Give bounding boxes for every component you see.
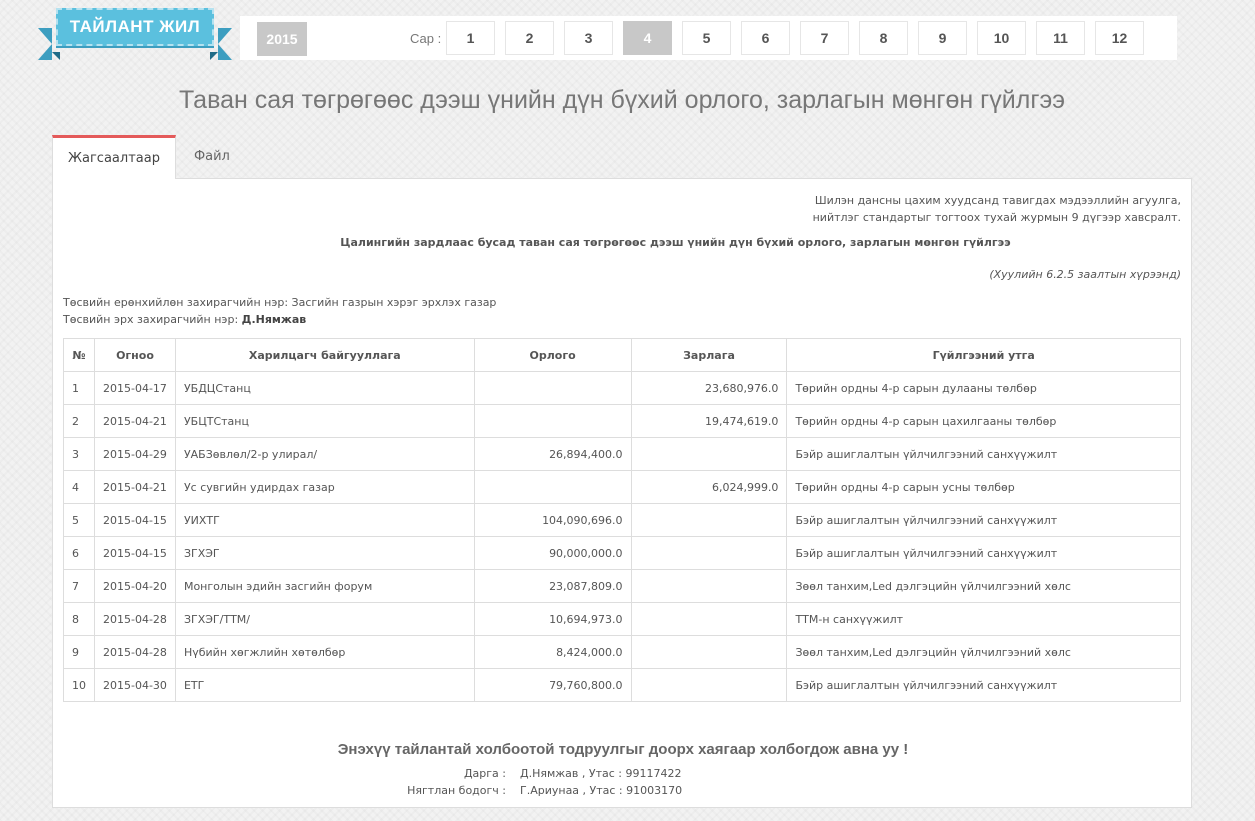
month-button-8[interactable]: 8: [859, 21, 908, 55]
cell-expense: [631, 438, 787, 471]
cell-no: 10: [64, 669, 95, 702]
table-row: [64, 471, 1181, 504]
month-button-11[interactable]: 11: [1036, 21, 1085, 55]
cell-partner: Нүбийн хөгжлийн хөтөлбөр: [175, 636, 474, 669]
month-button-10[interactable]: 10: [977, 21, 1026, 55]
ribbon-tail-left: [38, 28, 52, 60]
contact-director-value: Д.Нямжав , Утас : 99117422: [520, 767, 682, 780]
month-label: Сар :: [410, 31, 442, 46]
contact-accountant: [396, 784, 682, 797]
month-button-2[interactable]: 2: [505, 21, 554, 55]
cell-date: 2015-04-21: [95, 405, 176, 438]
tab-file[interactable]: Файл: [193, 149, 230, 164]
col-header-partner: Харилцагч байгууллага: [175, 339, 474, 372]
budget-manager-name: Д.Нямжав: [241, 313, 307, 326]
month-button-9[interactable]: 9: [918, 21, 967, 55]
cell-date: 2015-04-30: [95, 669, 176, 702]
cell-description: Төрийн ордны 4-р сарын цахилгааны төлбөр: [787, 405, 1181, 438]
table-row: [64, 372, 1181, 405]
cell-income: 79,760,800.0: [474, 669, 631, 702]
report-panel: [52, 178, 1192, 808]
cell-expense: [631, 603, 787, 636]
cell-no: 6: [64, 537, 95, 570]
cell-income: 10,694,973.0: [474, 603, 631, 636]
cell-description: Бэйр ашиглалтын үйлчилгээний санхүүжилт: [787, 504, 1181, 537]
cell-expense: 6,024,999.0: [631, 471, 787, 504]
cell-description: Төрийн ордны 4-р сарын усны төлбөр: [787, 471, 1181, 504]
table-header-row: [64, 339, 1181, 372]
cell-partner: УАБЗөвлөл/2-р улирал/: [175, 438, 474, 471]
col-header-income: Орлого: [474, 339, 631, 372]
contact-accountant-label: Нягтлан бодогч :: [407, 784, 506, 797]
col-header-expense: Зарлага: [631, 339, 787, 372]
cell-partner: ЗГХЭГ: [175, 537, 474, 570]
table-row: [64, 504, 1181, 537]
cell-partner: ЕТГ: [175, 669, 474, 702]
cell-partner: Ус сувгийн удирдах газар: [175, 471, 474, 504]
month-button-4[interactable]: 4: [623, 21, 672, 55]
regulation-note-line1: Шилэн дансны цахим хуудсанд тавигдах мэдээллийн агуулга,: [814, 194, 1181, 207]
regulation-note: [813, 192, 1181, 226]
contact-director: [396, 767, 682, 780]
col-header-description: Гүйлгээний утга: [787, 339, 1181, 372]
cell-no: 4: [64, 471, 95, 504]
table-row: [64, 669, 1181, 702]
cell-partner: УБЦТСтанц: [175, 405, 474, 438]
cell-income: [474, 471, 631, 504]
transactions-table: [63, 338, 1181, 702]
month-button-3[interactable]: 3: [564, 21, 613, 55]
cell-income: 104,090,696.0: [474, 504, 631, 537]
cell-description: Зөөл танхим,Led дэлгэцийн үйлчилгээний хөлс: [787, 570, 1181, 603]
ribbon-fold-right: [210, 52, 218, 60]
cell-expense: [631, 504, 787, 537]
cell-no: 8: [64, 603, 95, 636]
brand-ribbon[interactable]: [38, 6, 238, 60]
view-tabs: [52, 135, 248, 179]
contact-accountant-value: Г.Ариунаа , Утас : 91003170: [520, 784, 683, 797]
ribbon-fold-left: [52, 52, 60, 60]
cell-partner: ЗГХЭГ/ТТМ/: [175, 603, 474, 636]
table-row: [64, 636, 1181, 669]
cell-no: 5: [64, 504, 95, 537]
cell-date: 2015-04-15: [95, 504, 176, 537]
contact-heading: Энэхүү тайлантай холбоотой тодруулгыг доорх хаягаар холбогдож авна уу !: [337, 741, 909, 758]
contact-director-label: Дарга :: [463, 767, 506, 780]
cell-description: Бэйр ашиглалтын үйлчилгээний санхүүжилт: [787, 669, 1181, 702]
month-button-1[interactable]: 1: [446, 21, 495, 55]
month-button-5[interactable]: 5: [682, 21, 731, 55]
cell-expense: [631, 570, 787, 603]
general-manager: Төсвийн ерөнхийлөн захирагчийн нэр: Засгийн газрын хэрэг эрхлэх газар: [63, 296, 497, 309]
regulation-note-line2: нийтлэг стандартыг тогтоох тухай журмын 9 дүгээр хавсралт.: [812, 211, 1181, 224]
col-header-date: Огноо: [95, 339, 176, 372]
cell-expense: [631, 669, 787, 702]
col-header-no: №: [64, 339, 95, 372]
cell-date: 2015-04-15: [95, 537, 176, 570]
budget-manager-label: Төсвийн эрх захирагчийн нэр:: [63, 313, 239, 326]
cell-no: 7: [64, 570, 95, 603]
table-row: [64, 438, 1181, 471]
cell-description: Зөөл танхим,Led дэлгэцийн үйлчилгээний хөлс: [787, 636, 1181, 669]
cell-no: 1: [64, 372, 95, 405]
cell-income: 26,894,400.0: [474, 438, 631, 471]
cell-description: Төрийн ордны 4-р сарын дулааны төлбөр: [787, 372, 1181, 405]
cell-no: 9: [64, 636, 95, 669]
tab-list[interactable]: Жагсаалтаар: [52, 135, 176, 179]
cell-income: [474, 405, 631, 438]
cell-description: ТТМ-н санхүүжилт: [787, 603, 1181, 636]
month-selector: [446, 21, 1144, 55]
ribbon-band: [56, 8, 214, 46]
month-button-7[interactable]: 7: [800, 21, 849, 55]
cell-partner: УБДЦСтанц: [175, 372, 474, 405]
cell-partner: Монголын эдийн засгийн форум: [175, 570, 474, 603]
table-row: [64, 603, 1181, 636]
cell-description: Бэйр ашиглалтын үйлчилгээний санхүүжилт: [787, 537, 1181, 570]
cell-income: 8,424,000.0: [474, 636, 631, 669]
table-row: [64, 537, 1181, 570]
cell-income: 23,087,809.0: [474, 570, 631, 603]
page-title: Таван сая төгрөгөөс дээш үнийн дүн бүхий орлого, зарлагын мөнгөн гүйлгээ: [179, 86, 1065, 114]
cell-date: 2015-04-17: [95, 372, 176, 405]
cell-date: 2015-04-21: [95, 471, 176, 504]
cell-income: 90,000,000.0: [474, 537, 631, 570]
month-button-12[interactable]: 12: [1095, 21, 1144, 55]
law-reference: (Хуулийн 6.2.5 заалтын хүрээнд): [989, 268, 1181, 281]
cell-expense: 23,680,976.0: [631, 372, 787, 405]
table-row: [64, 570, 1181, 603]
cell-expense: [631, 537, 787, 570]
cell-no: 3: [64, 438, 95, 471]
cell-date: 2015-04-28: [95, 603, 176, 636]
ribbon-tail-right: [218, 28, 232, 60]
budget-manager: [63, 313, 306, 326]
cell-date: 2015-04-29: [95, 438, 176, 471]
cell-partner: УИХТГ: [175, 504, 474, 537]
cell-description: Бэйр ашиглалтын үйлчилгээний санхүүжилт: [787, 438, 1181, 471]
brand-label: ТАЙЛАНТ ЖИЛ: [69, 17, 201, 36]
table-row: [64, 405, 1181, 438]
year-month-bar: [240, 16, 1177, 60]
cell-expense: 19,474,619.0: [631, 405, 787, 438]
year-button[interactable]: 2015: [257, 22, 307, 56]
cell-no: 2: [64, 405, 95, 438]
cell-income: [474, 372, 631, 405]
cell-expense: [631, 636, 787, 669]
report-title: Цалингийн зардлаас бусад таван сая төгрөгөөс дээш үнийн дүн бүхий орлого, зарлагын мөнгөн гүйлгээ: [340, 236, 1011, 249]
cell-date: 2015-04-28: [95, 636, 176, 669]
month-button-6[interactable]: 6: [741, 21, 790, 55]
cell-date: 2015-04-20: [95, 570, 176, 603]
